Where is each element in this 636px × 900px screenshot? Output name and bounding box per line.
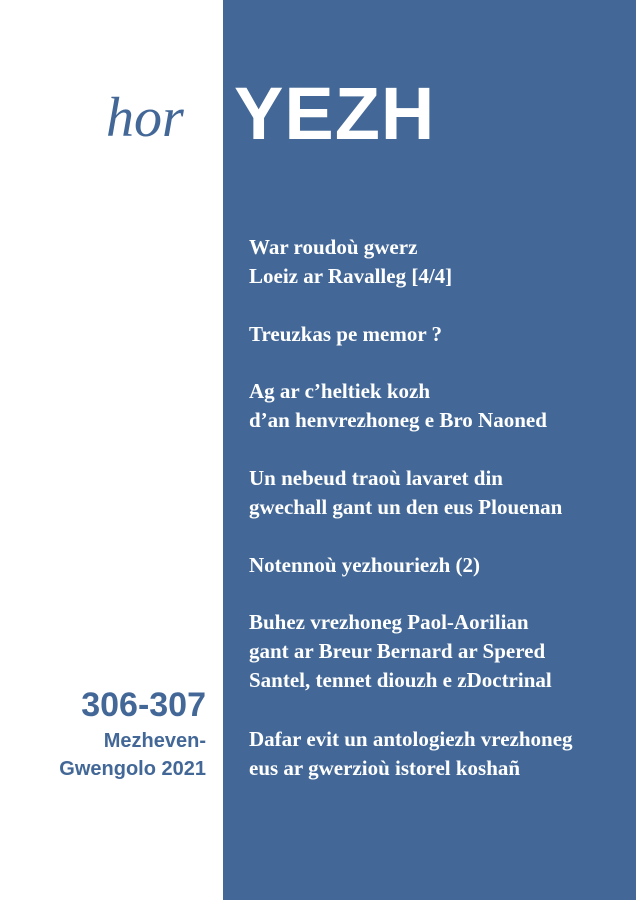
issue-months: Mezheven- <box>103 730 206 752</box>
toc-line: Buhez vrezhoneg Paol-Aorilian <box>249 610 529 634</box>
toc-line: Notennoù yezhouriezh (2) <box>249 553 480 577</box>
toc-line: Ag ar c’heltiek kozh <box>249 379 431 403</box>
issue-number: 306-307 <box>81 686 206 724</box>
toc-item-keltiek <box>249 377 629 435</box>
issue-period-year: Gwengolo 2021 <box>59 758 206 780</box>
toc-item-treuzkas <box>249 320 629 349</box>
toc-line: Santel, tennet diouzh e zDoctrinal <box>249 668 552 692</box>
toc-line: Treuzkas pe memor ? <box>249 322 443 346</box>
toc-line: gwechall gant un den eus Plouenan <box>249 495 563 519</box>
toc-item-buhez <box>249 608 629 695</box>
title-prefix: hor <box>106 87 184 149</box>
toc-line: War roudoù gwerz <box>249 235 418 259</box>
toc-line: Loeiz ar Ravalleg [4/4] <box>249 264 453 288</box>
toc-line: d’an henvrezhoneg e Bro Naoned <box>249 408 547 432</box>
toc-line: gant ar Breur Bernard ar Spered <box>249 639 546 663</box>
toc-line: eus ar gwerzioù istorel koshañ <box>249 756 521 780</box>
title-main: YEZH <box>234 72 436 155</box>
toc-item-gwerz <box>249 233 629 291</box>
toc-item-notennou <box>249 551 629 580</box>
toc-line: Un nebeud traoù lavaret din <box>249 466 503 490</box>
toc-item-dafar <box>249 725 629 783</box>
toc-line: Dafar evit un antologiezh vrezhoneg <box>249 727 573 751</box>
toc-item-plouenan <box>249 464 629 522</box>
